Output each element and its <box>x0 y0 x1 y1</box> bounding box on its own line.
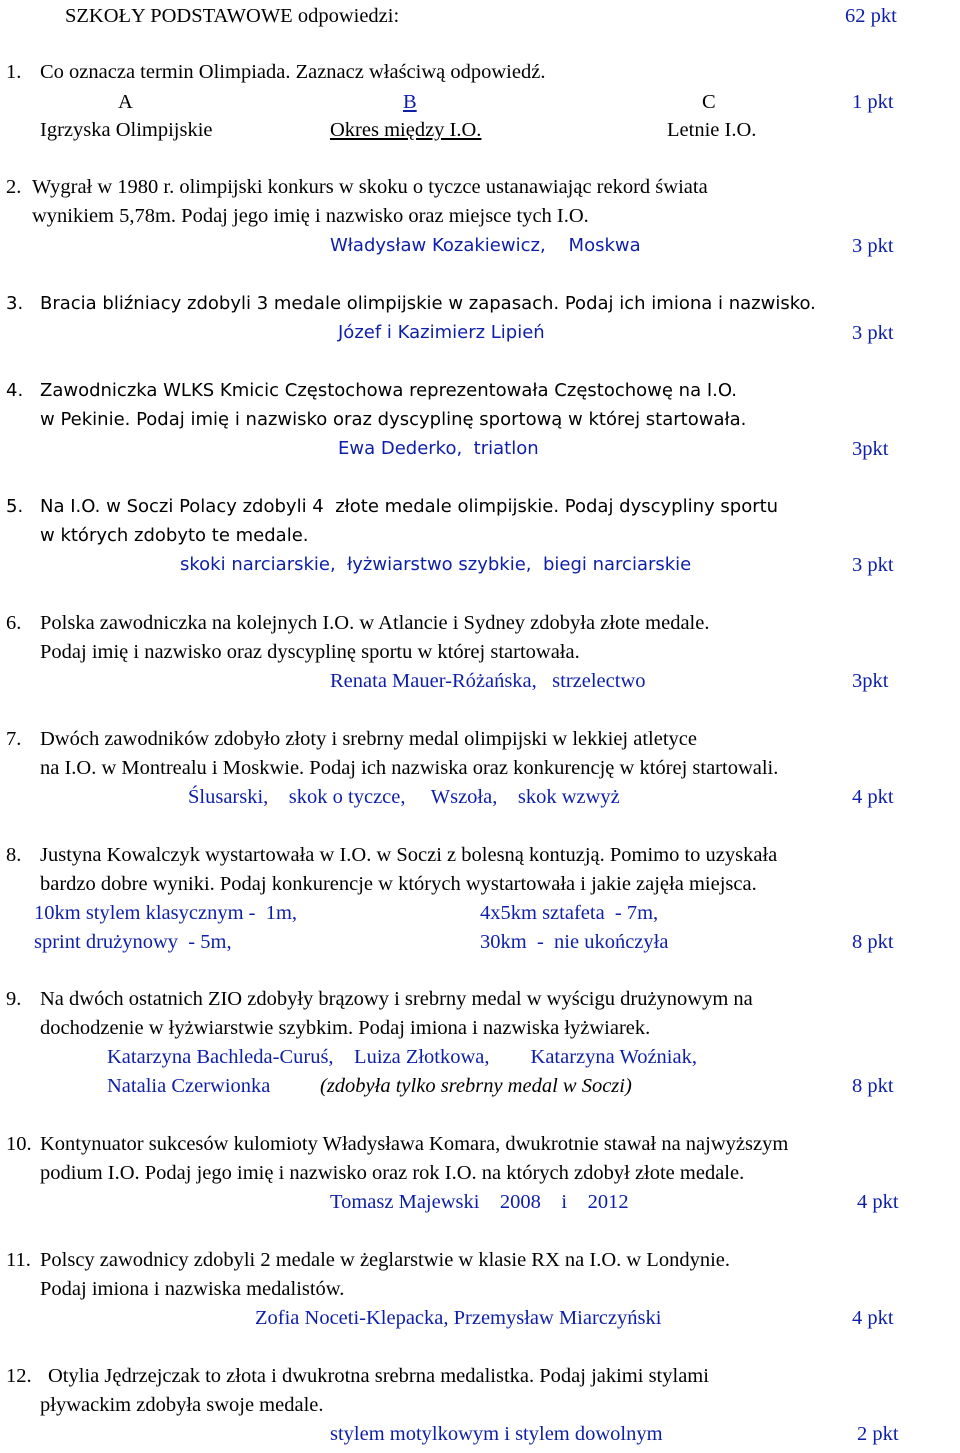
q9-number: 9. <box>6 988 22 1010</box>
q4-points: 3pkt <box>852 438 889 460</box>
q12-line-2: pływackim zdobyła swoje medale. <box>40 1394 324 1416</box>
q5-line-2: w których zdobyto te medale. <box>40 525 309 546</box>
q8-points: 8 pkt <box>852 931 894 953</box>
q8-answer-1a: 10km stylem klasycznym - 1m, <box>34 902 298 924</box>
q11-line-2: Podaj imiona i nazwiska medalistów. <box>40 1278 345 1300</box>
q10-line-1: Kontynuator sukcesów kulomioty Władysława Komara, dwukrotnie stawał na najwyższym <box>40 1133 789 1155</box>
q4-line-1: Zawodniczka WLKS Kmicic Częstochowa reprezentowała Częstochowę na I.O. <box>40 380 738 401</box>
q5-number: 5. <box>6 496 24 517</box>
q9-answer-2: Natalia Czerwionka <box>107 1075 271 1097</box>
q8-answer-2b: 30km - nie ukończyła <box>480 931 669 953</box>
q9-line-2: dochodzenie w łyżwiarstwie szybkim. Podaj imiona i nazwiska łyżwiarek. <box>40 1017 651 1039</box>
q8-line-1: Justyna Kowalczyk wystartowała w I.O. w Soczi z bolesną kontuzją. Pomimo to uzyskała <box>40 844 778 866</box>
q12-line-1: Otylia Jędrzejczak to złota i dwukrotna srebrna medalistka. Podaj jakimi stylami <box>48 1365 709 1387</box>
q2-line-2: wynikiem 5,78m. Podaj jego imię i nazwisko oraz miejsce tych I.O. <box>32 205 589 227</box>
q12-points: 2 pkt <box>857 1423 899 1445</box>
q5-line-1: Na I.O. w Soczi Polacy zdobyli 4 złote medale olimpijskie. Podaj dyscypliny sportu <box>40 496 779 517</box>
total-points: 62 pkt <box>845 5 897 27</box>
q7-answer: Ślusarski, skok o tyczce, Wszoła, skok wzwyż <box>188 786 620 808</box>
q6-line-2: Podaj imię i nazwisko oraz dyscyplinę sportu w której startowała. <box>40 641 580 663</box>
q12-answer: stylem motylkowym i stylem dowolnym <box>330 1423 663 1445</box>
q1-option-c-letter: C <box>702 91 716 113</box>
q10-answer: Tomasz Majewski 2008 i 2012 <box>330 1191 629 1213</box>
q1-number: 1. <box>6 61 22 83</box>
q3-line-1: Bracia bliźniacy zdobyli 3 medale olimpijskie w zapasach. Podaj ich imiona i nazwisko. <box>40 293 816 314</box>
q2-answer: Władysław Kozakiewicz, Moskwa <box>330 235 641 256</box>
q8-number: 8. <box>6 844 22 866</box>
q6-points: 3pkt <box>852 670 889 692</box>
q8-line-2: bardzo dobre wyniki. Podaj konkurencje w których wystartowała i jakie zajęła miejsca. <box>40 873 757 895</box>
q11-line-1: Polscy zawodnicy zdobyli 2 medale w żeglarstwie w klasie RX na I.O. w Londynie. <box>40 1249 730 1271</box>
q9-line-1: Na dwóch ostatnich ZIO zdobyły brązowy i srebrny medal w wyścigu drużynowym na <box>40 988 753 1010</box>
q8-answer-1b: 4x5km sztafeta - 7m, <box>480 902 659 924</box>
q9-answer-1: Katarzyna Bachleda-Curuś, Luiza Złotkowa, Katarzyna Woźniak, <box>107 1046 697 1068</box>
q3-points: 3 pkt <box>852 322 894 344</box>
q4-line-2: w Pekinie. Podaj imię i nazwisko oraz dyscyplinę sportową w której startowała. <box>40 409 747 430</box>
q1-option-a-letter: A <box>118 91 133 113</box>
q6-number: 6. <box>6 612 22 634</box>
q11-points: 4 pkt <box>852 1307 894 1329</box>
q1-points: 1 pkt <box>852 91 894 113</box>
q1-text: Co oznacza termin Olimpiada. Zaznacz właściwą odpowiedź. <box>40 61 546 83</box>
q12-number: 12. <box>6 1365 32 1387</box>
q7-number: 7. <box>6 728 22 750</box>
q2-number: 2. <box>6 176 22 198</box>
q5-answer: skoki narciarskie, łyżwiarstwo szybkie, biegi narciarskie <box>180 554 692 575</box>
q6-answer: Renata Mauer-Różańska, strzelectwo <box>330 670 646 692</box>
q1-option-b-letter: B <box>403 91 417 113</box>
q9-points: 8 pkt <box>852 1075 894 1097</box>
q3-answer: Józef i Kazimierz Lipień <box>338 322 545 343</box>
q5-points: 3 pkt <box>852 554 894 576</box>
q11-answer: Zofia Noceti-Klepacka, Przemysław Miarczyński <box>255 1307 662 1329</box>
q10-line-2: podium I.O. Podaj jego imię i nazwisko oraz rok I.O. na których zdobył złote medale. <box>40 1162 745 1184</box>
q4-answer: Ewa Dederko, triatlon <box>338 438 539 459</box>
q1-option-a-text: Igrzyska Olimpijskie <box>40 119 213 141</box>
q4-number: 4. <box>6 380 24 401</box>
page-title: SZKOŁY PODSTAWOWE odpowiedzi: <box>65 5 400 27</box>
q8-answer-2a: sprint drużynowy - 5m, <box>34 931 232 953</box>
q10-points: 4 pkt <box>857 1191 899 1213</box>
q9-note: (zdobyła tylko srebrny medal w Soczi) <box>320 1075 632 1097</box>
q7-line-2: na I.O. w Montrealu i Moskwie. Podaj ich nazwiska oraz konkurencję w której startowali. <box>40 757 779 779</box>
q1-option-c-text: Letnie I.O. <box>667 119 757 141</box>
q2-line-1: Wygrał w 1980 r. olimpijski konkurs w skoku o tyczce ustanawiając rekord świata <box>32 176 708 198</box>
q2-points: 3 pkt <box>852 235 894 257</box>
q11-number: 11. <box>6 1249 31 1271</box>
q1-option-b-text: Okres między I.O. <box>330 119 482 141</box>
q7-line-1: Dwóch zawodników zdobyło złoty i srebrny medal olimpijski w lekkiej atletyce <box>40 728 697 750</box>
q3-number: 3. <box>6 293 24 314</box>
q6-line-1: Polska zawodniczka na kolejnych I.O. w Atlancie i Sydney zdobyła złote medale. <box>40 612 710 634</box>
q7-points: 4 pkt <box>852 786 894 808</box>
q10-number: 10. <box>6 1133 32 1155</box>
